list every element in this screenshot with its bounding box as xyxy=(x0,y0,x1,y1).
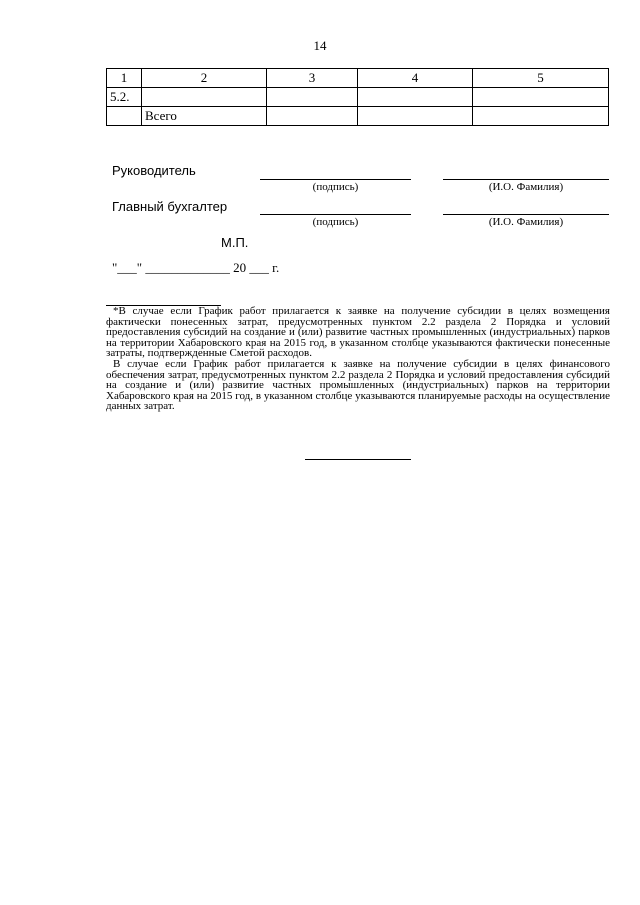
table-cell xyxy=(358,88,473,107)
header-cell: 1 xyxy=(107,69,142,88)
accountant-name-line xyxy=(443,214,609,215)
date-line: "___" _____________ 20 ___ г. xyxy=(112,260,280,275)
table-row-total xyxy=(107,107,609,126)
table-cell: Всего xyxy=(142,107,267,126)
director-name-line xyxy=(443,179,609,180)
accountant-name-caption: (И.О. Фамилия) xyxy=(488,216,564,228)
stamp-place-label: М.П. xyxy=(221,235,249,250)
director-signature-line xyxy=(260,179,411,180)
end-of-page-rule xyxy=(305,459,411,460)
expenses-table xyxy=(106,68,609,126)
table-cell xyxy=(142,88,267,107)
table-cell xyxy=(107,107,142,126)
table-cell: 5.2. xyxy=(107,88,142,107)
table-header-row xyxy=(107,69,609,88)
footnote-paragraph-1: *В случае если График работ прилагается к заявке на получение субсидии в целях возмещения фактически понесенных затрат, предусмотренных пунктом 2.2 раздела 2 Порядка и условий предоставления субсидий на создание и (или) развитие частных промышленных (индустриальных) парков на территории Хабаровского края на 2015 год, в указанном столбце указываются фактически понесенные затраты, подтвержденные Сметой расходов. xyxy=(106,305,610,360)
header-cell: 5 xyxy=(473,69,609,88)
footnote xyxy=(106,306,610,412)
accountant-label: Главный бухгалтер xyxy=(112,199,228,214)
director-name-caption: (И.О. Фамилия) xyxy=(488,181,564,193)
page-number: 14 xyxy=(313,38,327,53)
table-cell xyxy=(473,88,609,107)
footnote-paragraph-2: В случае если График работ прилагается к заявке на получение субсидии в целях финансового обеспечения затрат, предусмотренных пунктом 2.2 раздела 2 Порядка и условий предоставления субсидий на создание и (или) развитие частных промышленных (индустриальных) парков на территории Хабаровского края на 2015 год, в указанном столбце указываются планируемые расходы на осуществление данных затрат. xyxy=(106,357,610,413)
director-label: Руководитель xyxy=(112,163,196,178)
table-cell xyxy=(267,107,358,126)
header-cell: 4 xyxy=(358,69,473,88)
accountant-signature-caption: (подпись) xyxy=(312,216,359,228)
director-signature-caption: (подпись) xyxy=(312,181,359,193)
header-cell: 3 xyxy=(267,69,358,88)
table-cell xyxy=(358,107,473,126)
table-cell xyxy=(473,107,609,126)
header-cell: 2 xyxy=(142,69,267,88)
table-cell xyxy=(267,88,358,107)
table-row xyxy=(107,88,609,107)
accountant-signature-line xyxy=(260,214,411,215)
